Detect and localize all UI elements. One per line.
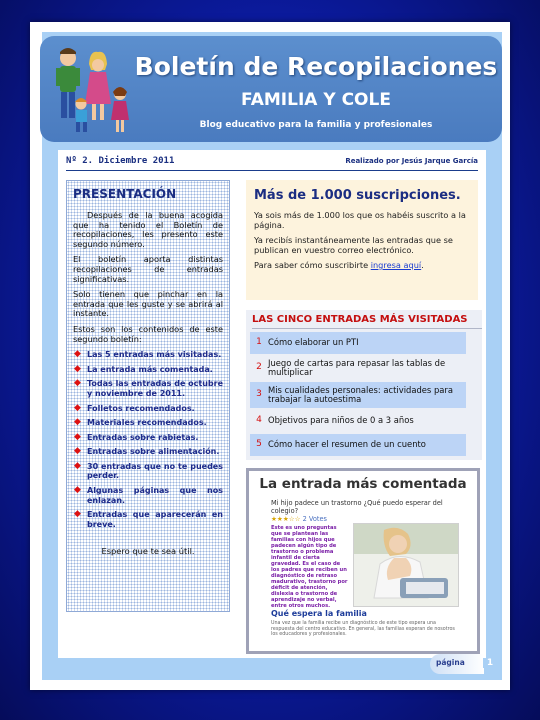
- presentation-paragraph: El boletín aporta distintas recopilaciones de entradas significativas.: [73, 254, 223, 284]
- top-five-item[interactable]: [250, 382, 466, 408]
- issue-meta-row: [66, 156, 478, 171]
- diamond-bullet-icon: ◆: [74, 460, 81, 471]
- rank-number: 5: [256, 439, 262, 450]
- top-five-link[interactable]: Mis cualidades personales: actividades para trabajar la autoestima: [268, 384, 453, 404]
- diamond-bullet-icon: ◆: [74, 485, 81, 496]
- bulletin-page: [30, 22, 510, 690]
- most-commented-title: La entrada más comentada: [259, 476, 467, 492]
- top-five-item[interactable]: [250, 356, 466, 380]
- rank-number: 3: [256, 389, 262, 400]
- presentation-title: PRESENTACIÓN: [73, 187, 177, 201]
- presentation-column: [66, 180, 230, 612]
- contents-list: [73, 350, 223, 529]
- top-five-title: LAS CINCO ENTRADAS MÁS VISITADAS: [252, 314, 482, 329]
- article-photo: [353, 523, 459, 607]
- votes-count: 2 Votes: [302, 515, 327, 523]
- article-subheading: Qué espera la familia: [271, 609, 367, 618]
- issue-number: Nº 2. Diciembre 2011: [66, 156, 175, 166]
- diamond-bullet-icon: ◆: [74, 402, 81, 413]
- presentation-paragraph: Solo tienen que pinchar en la entrada que les guste y se abrirá al instante.: [73, 289, 223, 319]
- content-area: [58, 150, 486, 658]
- bulletin-subtitle: FAMILIA Y COLE: [241, 90, 391, 110]
- contents-list-item[interactable]: ◆ La entrada más comentada.: [74, 363, 213, 374]
- bulletin-header: [40, 36, 502, 142]
- author-credit: Realizado por Jesús Jarque García: [345, 157, 478, 165]
- contents-list-item[interactable]: ◆ Entradas sobre rabietas.: [74, 431, 199, 442]
- closing-text: Espero que te sea útil.: [101, 546, 195, 557]
- top-five-link[interactable]: Juego de cartas para repasar las tablas de multiplicar: [268, 357, 446, 377]
- article-small-text: Una vez que la familia recibe un diagnóstico de este tipo espera una respuesta del centro educativo. En general, las familias esperan de nosotros los educadores y profesionales.: [271, 621, 455, 638]
- page-label: página: [436, 658, 465, 667]
- contents-list-item[interactable]: ◆ Materiales recomendados.: [74, 417, 207, 428]
- bulletin-tagline: Blog educativo para la familia y profesionales: [199, 120, 433, 130]
- diamond-bullet-icon: ◆: [74, 378, 81, 389]
- most-commented-box: [246, 468, 480, 654]
- article-body: Este es uno preguntas que se plantean las familias con hijos que padecen algún tipo de trastorno o problema infantil de cierta gravedad. Es el caso de los padres que reciben un diagnóstico de retraso madurativo, trastorno por déficit de atención, dislexia o trastorno de aprendizaje no verbal, entre otros muchos.: [271, 525, 348, 609]
- top-five-box: [246, 310, 482, 460]
- diamond-bullet-icon: ◆: [74, 349, 81, 360]
- diamond-bullet-icon: ◆: [74, 509, 81, 520]
- star-rating-icon: ★★★☆☆: [271, 515, 301, 523]
- presentation-paragraph: Después de la buena acogida que ha tenido el Boletín de recopilaciones, les presento este segundo número.: [73, 210, 223, 249]
- subscriptions-text: [254, 210, 470, 275]
- rank-number: 2: [256, 362, 262, 373]
- diamond-bullet-icon: ◆: [74, 363, 81, 374]
- rank-number: 1: [256, 337, 262, 348]
- page-number-tab: [430, 654, 494, 674]
- contents-list-item[interactable]: ◆ Las 5 entradas más visitadas.: [74, 349, 222, 360]
- presentation-text: [73, 211, 223, 557]
- page-frame: [42, 32, 502, 680]
- contents-list-item[interactable]: ◆ Algunas páginas que nos enlazan.: [74, 485, 223, 505]
- contents-list-item[interactable]: ◆ 30 entradas que no te puedes perder.: [74, 460, 223, 481]
- contents-list-item[interactable]: ◆ Entradas sobre alimentación.: [74, 446, 220, 457]
- article-preview[interactable]: [271, 499, 457, 649]
- article-title[interactable]: Mi hijo padece un trastorno ¿Qué puedo esperar del colegio?: [271, 499, 443, 515]
- top-five-link[interactable]: Cómo hacer el resumen de un cuento: [268, 439, 426, 450]
- page-number: 1: [483, 658, 497, 668]
- top-five-item[interactable]: [250, 332, 466, 354]
- subscribe-link[interactable]: ingresa aquí: [370, 260, 422, 270]
- top-five-link[interactable]: Cómo elaborar un PTI: [268, 337, 359, 348]
- contents-list-item[interactable]: ◆ Entradas que aparecerán en breve.: [74, 509, 223, 529]
- family-illustration: [48, 44, 138, 136]
- subscriptions-box: [246, 180, 478, 300]
- rating-stars: [271, 515, 457, 523]
- top-five-item[interactable]: [250, 434, 466, 456]
- diamond-bullet-icon: ◆: [74, 446, 81, 457]
- diamond-bullet-icon: ◆: [74, 417, 81, 428]
- bulletin-title: Boletín de Recopilaciones: [134, 52, 498, 81]
- subscriptions-paragraph: Para saber cómo suscribirte ingresa aquí.: [254, 260, 424, 270]
- presentation-paragraph: Estos son los contenidos de este segundo boletín:: [73, 323, 223, 344]
- subscriptions-paragraph: Ya sois más de 1.000 los que os habéis suscrito a la página.: [254, 210, 466, 230]
- contents-list-item[interactable]: ◆ Folletos recomendados.: [74, 402, 195, 413]
- diamond-bullet-icon: ◆: [74, 431, 81, 442]
- subscriptions-title: Más de 1.000 suscripciones.: [254, 188, 461, 203]
- top-five-link[interactable]: Objetivos para niños de 0 a 3 años: [268, 415, 414, 426]
- top-five-item[interactable]: [250, 410, 466, 432]
- rank-number: 4: [256, 415, 262, 426]
- contents-list-item[interactable]: ◆ Todas las entradas de octubre y noviembre de 2011.: [74, 378, 224, 398]
- subscriptions-paragraph: Ya recibís instantáneamente las entradas que se publican en vuestro correo electrónico.: [254, 235, 453, 255]
